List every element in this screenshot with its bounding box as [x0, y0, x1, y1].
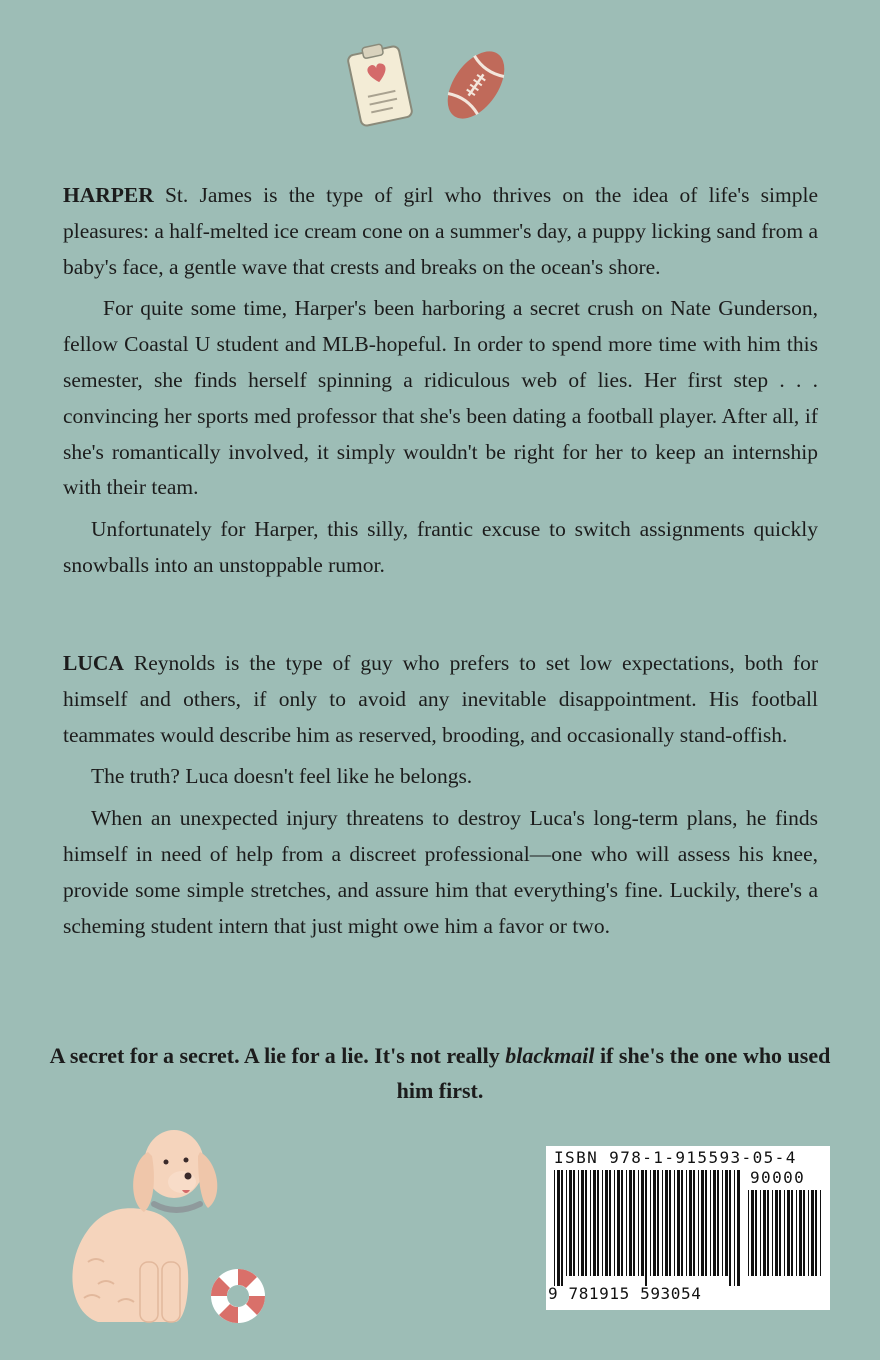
- barcode-bar: [772, 1190, 773, 1276]
- barcode-bar: [662, 1170, 663, 1276]
- harper-name: HARPER: [63, 183, 154, 207]
- barcode-bar: [686, 1170, 687, 1276]
- barcode-bar: [734, 1170, 735, 1286]
- barcode-bar: [698, 1170, 699, 1276]
- barcode-bar: [803, 1190, 805, 1276]
- barcode-bar: [641, 1170, 644, 1276]
- harper-blurb: [63, 178, 818, 584]
- barcode-bar: [593, 1170, 596, 1276]
- barcode-bar: [815, 1190, 817, 1276]
- barcode-bar: [621, 1170, 623, 1276]
- barcode-bar: [581, 1170, 584, 1276]
- barcode-bar: [597, 1170, 599, 1276]
- barcode-bar: [811, 1190, 814, 1276]
- barcode-bar: [722, 1170, 723, 1276]
- barcode-bar: [725, 1170, 728, 1276]
- barcode-bar: [665, 1170, 668, 1276]
- barcode-bar: [693, 1170, 695, 1276]
- barcode-bar: [787, 1190, 790, 1276]
- tagline-emphasis: blackmail: [505, 1043, 595, 1068]
- barcode-bar: [799, 1190, 802, 1276]
- barcode-bar: [674, 1170, 675, 1276]
- barcode-bar: [713, 1170, 716, 1276]
- barcode-bar: [784, 1190, 785, 1276]
- football-icon: [440, 42, 512, 128]
- luca-blurb: [63, 646, 818, 944]
- tagline: A secret for a secret. A lie for a lie. It's not really blackmail if she's the one who used him first.: [49, 1043, 831, 1103]
- barcode-bar: [633, 1170, 635, 1276]
- barcode-bar: [629, 1170, 632, 1276]
- harper-paragraph-3: Unfortunately for Harper, this silly, frantic excuse to switch assignments quickly snowballs into an unstoppable rumor.: [63, 517, 818, 577]
- barcode-bar: [677, 1170, 680, 1276]
- harper-paragraph-2: For quite some time, Harper's been harboring a secret crush on Nate Gunderson, fellow Coastal U student and MLB-hopeful. In order to spend more time with him this semester, she finds herself spinning a ridiculous web of lies. Her first step . . . convincing her sports med professor that she's been dating a football player. After all, if she's romantically involved, it simply wouldn't be right for her to keep an internship with their team.: [63, 296, 818, 500]
- ean-digits: 9 781915 593054: [548, 1284, 702, 1303]
- barcode-bar: [561, 1170, 563, 1286]
- barcode-bar: [729, 1170, 731, 1286]
- barcode-bar: [617, 1170, 620, 1276]
- barcode-bar: [569, 1170, 572, 1276]
- barcode-bar: [751, 1190, 754, 1276]
- luca-paragraph-3: When an unexpected injury threatens to destroy Luca's long-term plans, he finds himself in need of help from a discreet professional—one who will assess his knee, provide some simple stretches, and assure him that everything's fine. Luckily, there's a scheming student intern that just might owe him a favor or two.: [63, 806, 818, 938]
- barcode-bar: [669, 1170, 671, 1276]
- life-ring-icon: [211, 1269, 265, 1323]
- barcode-bar: [763, 1190, 766, 1276]
- clipboard-heart-icon: [344, 40, 416, 132]
- barcode-bar: [657, 1170, 659, 1276]
- barcode-bar: [737, 1170, 740, 1286]
- barcode-bar: [590, 1170, 591, 1276]
- luca-paragraph-2: The truth? Luca doesn't feel like he belongs.: [91, 764, 473, 789]
- barcode-bar: [602, 1170, 603, 1276]
- barcode-bar: [705, 1170, 707, 1276]
- barcode-bar: [820, 1190, 821, 1276]
- barcode-bar: [701, 1170, 704, 1276]
- isbn-addon-number: 90000: [750, 1168, 806, 1187]
- barcode-bar: [689, 1170, 692, 1276]
- dog-illustration: [58, 1112, 268, 1326]
- barcode-bar: [748, 1190, 749, 1276]
- isbn-label: ISBN 978-1-915593-05-4: [554, 1148, 797, 1167]
- barcode-bar: [626, 1170, 627, 1276]
- luca-paragraph-1: LUCA Reynolds is the type of guy who prefers to set low expectations, both for himself and others, if only to avoid any inevitable disappointment. His football teammates would describe him as reserved, brooding, and occasionally stand-offish.: [63, 651, 818, 747]
- barcode-bar: [796, 1190, 797, 1276]
- barcode-bar: [557, 1170, 560, 1286]
- barcode-bar: [609, 1170, 611, 1276]
- barcode-bar: [578, 1170, 579, 1276]
- barcode-bar: [645, 1170, 647, 1286]
- barcode-bar: [710, 1170, 711, 1276]
- barcode-bar: [566, 1170, 567, 1276]
- barcode-bar: [681, 1170, 683, 1276]
- barcode-bar: [717, 1170, 719, 1276]
- barcode-bar: [554, 1170, 555, 1286]
- barcode-bar: [791, 1190, 793, 1276]
- barcode-bar: [767, 1190, 769, 1276]
- luca-name: LUCA: [63, 651, 124, 675]
- isbn-barcode: [546, 1146, 830, 1310]
- harper-paragraph-1: HARPER St. James is the type of girl who thrives on the idea of life's simple pleasures: a half-melted ice cream cone on a summer's day, a puppy licking sand from a baby's face, a gentle wave that crests and breaks on the ocean's shore.: [63, 183, 818, 279]
- barcode-bar: [638, 1170, 639, 1276]
- barcode-bar: [808, 1190, 809, 1276]
- addon-barcode-bars: [746, 1190, 824, 1286]
- barcode-bar: [585, 1170, 587, 1276]
- barcode-bar: [573, 1170, 575, 1276]
- barcode-bar: [653, 1170, 656, 1276]
- ean-barcode-bars: [552, 1170, 742, 1286]
- barcode-bar: [779, 1190, 781, 1276]
- barcode-bar: [775, 1190, 778, 1276]
- barcode-bar: [760, 1190, 761, 1276]
- barcode-bar: [614, 1170, 615, 1276]
- barcode-bar: [755, 1190, 757, 1276]
- barcode-bar: [605, 1170, 608, 1276]
- barcode-bar: [650, 1170, 651, 1276]
